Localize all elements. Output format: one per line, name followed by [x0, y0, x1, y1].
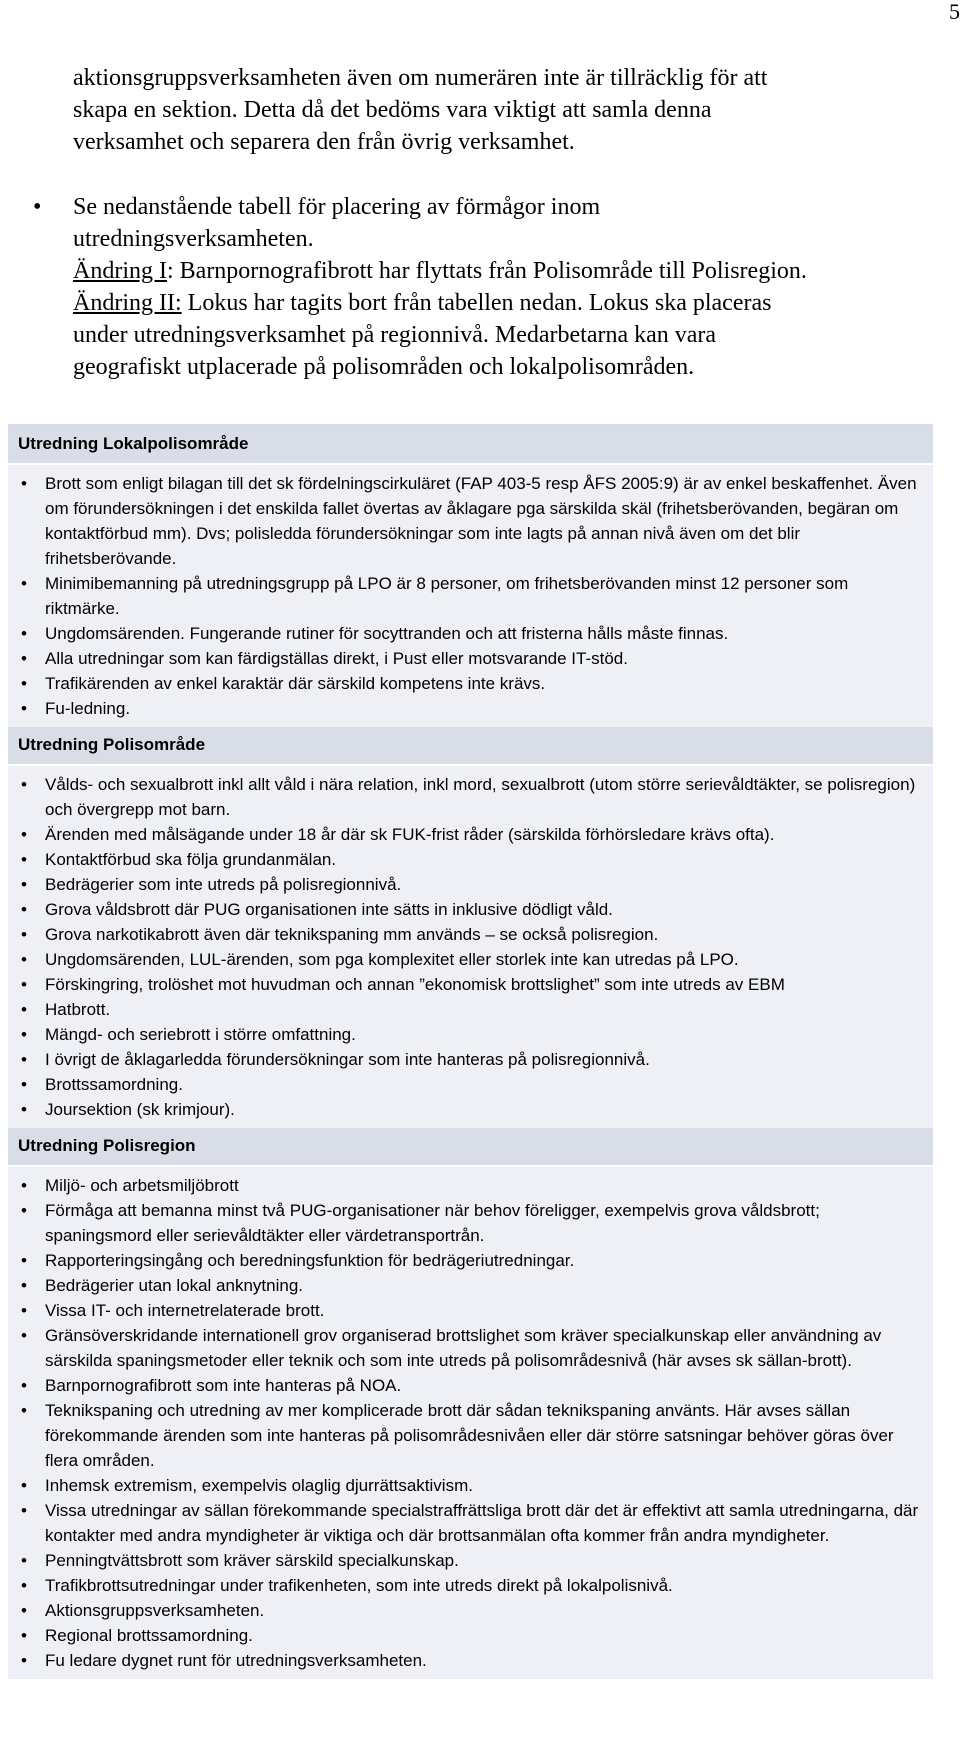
- list-item: • Alla utredningar som kan färdigställas direkt, i Pust eller motsvarande IT-stöd.: [18, 646, 923, 671]
- bullet-line: Se nedanstående tabell för placering av förmågor inom: [73, 194, 601, 220]
- intro-line: verksamhet och separera den från övrig verksamhet.: [73, 129, 575, 155]
- change-two-label: Ändring II:: [73, 290, 182, 316]
- list-item: • Mängd- och seriebrott i större omfattning.: [18, 1022, 923, 1047]
- list-item: • Vissa IT- och internetrelaterade brott.: [18, 1298, 923, 1323]
- list-item: • Grova narkotikabrott även där teknikspaning mm används – se också polisregion.: [18, 922, 923, 947]
- list-item: • Penningtvättsbrott som kräver särskild specialkunskap.: [18, 1548, 923, 1573]
- list-item: • Vålds- och sexualbrott inkl allt våld i nära relation, inkl mord, sexualbrott (utom större serievåldtäkter, se polisregion) och övergrepp mot barn.: [18, 772, 923, 822]
- list-item: • Gränsöverskridande internationell grov organiserad brottslighet som kräver specialkunskap eller användning av särskilda spaningsmetoder eller teknik och som inte utreds på polisområdesnivå (här avses sk sällan-brott).: [18, 1323, 923, 1373]
- list-item: • Vissa utredningar av sällan förekommande specialstraffrättsliga brott där det är effektivt att samla utredningarna, där kontakter med andra myndigheter är viktiga och där brottsanmälan ofta kommer från andra myndigheter.: [18, 1498, 923, 1548]
- page-number: 5: [949, 0, 960, 24]
- table-reference-bullet: [33, 191, 953, 383]
- list-item: • Ärenden med målsägande under 18 år där sk FUK-frist råder (särskilda förhörsledare krävs ofta).: [18, 822, 923, 847]
- intro-line: aktionsgruppsverksamheten även om numerären inte är tillräcklig för att: [73, 65, 768, 91]
- list-item: • Trafikärenden av enkel karaktär där särskild kompetens inte krävs.: [18, 671, 923, 696]
- list-item: • Förmåga att bemanna minst två PUG-organisationer när behov föreligger, exempelvis grova våldsbrott; spaningsmord eller serievåldtäkter eller värdetransportrån.: [18, 1198, 923, 1248]
- list-item: • Kontaktförbud ska följa grundanmälan.: [18, 847, 923, 872]
- list-item: • Aktionsgruppsverksamheten.: [18, 1598, 923, 1623]
- list-item: • I övrigt de åklagarledda förundersökningar som inte hanteras på polisregionnivå.: [18, 1047, 923, 1072]
- section-header: Utredning Polisregion: [8, 1128, 933, 1167]
- section-header: Utredning Lokalpolisområde: [8, 426, 933, 465]
- list-item: • Rapporteringsingång och beredningsfunktion för bedrägeriutredningar.: [18, 1248, 923, 1273]
- change-one-line: [73, 255, 953, 287]
- list-item: • Bedrägerier utan lokal anknytning.: [18, 1273, 923, 1298]
- list-item: • Hatbrott.: [18, 997, 923, 1022]
- section-item-list: [8, 766, 933, 1128]
- list-item: • Fu ledare dygnet runt för utredningsverksamheten.: [18, 1648, 923, 1673]
- list-item: • Ungdomsärenden. Fungerande rutiner för socyttranden och att fristerna hålls måste finnas.: [18, 621, 923, 646]
- section-item-list: [8, 1167, 933, 1679]
- list-item: • Bedrägerier som inte utreds på polisregionnivå.: [18, 872, 923, 897]
- list-item: • Brottssamordning.: [18, 1072, 923, 1097]
- change-one-label: Ändring I: [73, 258, 167, 284]
- bullet-line: under utredningsverksamhet på regionnivå. Medarbetarna kan vara: [73, 322, 717, 348]
- change-one-text: : Barnpornografibrott har flyttats från Polisområde till Polisregion.: [166, 258, 807, 284]
- list-item: • Inhemsk extremism, exempelvis olaglig djurrättsaktivism.: [18, 1473, 923, 1498]
- list-item: • Brott som enligt bilagan till det sk fördelningscirkuläret (FAP 403-5 resp ÅFS 2005:9) är av enkel beskaffenhet. Även om förundersökningen i det enskilda fallet övertas av åklagare pga särskilda skäl (frihetsberövanden, begäran om kontaktförbud mm). Dvs; polisledda förundersökningar som inte lagts på annan nivå även om det blir frihetsberövande.: [18, 471, 923, 571]
- list-item: • Barnpornografibrott som inte hanteras på NOA.: [18, 1373, 923, 1398]
- intro-paragraph: [73, 62, 943, 158]
- list-item: • Förskingring, trolöshet mot huvudman och annan ”ekonomisk brottslighet” som inte utreds av EBM: [18, 972, 923, 997]
- list-item: • Regional brottssamordning.: [18, 1623, 923, 1648]
- list-item: • Grova våldsbrott där PUG organisationen inte sätts in inklusive dödligt våld.: [18, 897, 923, 922]
- section-item-list: [8, 465, 933, 727]
- bullet-symbol: •: [33, 194, 42, 220]
- list-item: • Miljö- och arbetsmiljöbrott: [18, 1173, 923, 1198]
- capability-placement-table: [8, 424, 933, 1679]
- intro-line: skapa en sektion. Detta då det bedöms vara viktigt att samla denna: [73, 97, 712, 123]
- list-item: • Trafikbrottsutredningar under trafikenheten, som inte utreds direkt på lokalpolisnivå.: [18, 1573, 923, 1598]
- bullet-line: utredningsverksamheten.: [73, 226, 314, 252]
- list-item: • Teknikspaning och utredning av mer komplicerade brott där sådan teknikspaning använts. Här avses sällan förekommande ärenden som inte hanteras på polisområdesnivåen eller där större satsningar behöver göras över flera områden.: [18, 1398, 923, 1473]
- list-item: • Fu-ledning.: [18, 696, 923, 721]
- section-header: Utredning Polisområde: [8, 727, 933, 766]
- change-two-line: [73, 287, 953, 319]
- bullet-line: geografiskt utplacerade på polisområden och lokalpolisområden.: [73, 354, 695, 380]
- change-two-text: Lokus har tagits bort från tabellen nedan. Lokus ska placeras: [181, 290, 772, 316]
- list-item: • Ungdomsärenden, LUL-ärenden, som pga komplexitet eller storlek inte kan utredas på LPO.: [18, 947, 923, 972]
- list-item: • Minimibemanning på utredningsgrupp på LPO är 8 personer, om frihetsberövanden minst 12 personer som riktmärke.: [18, 571, 923, 621]
- list-item: • Joursektion (sk krimjour).: [18, 1097, 923, 1122]
